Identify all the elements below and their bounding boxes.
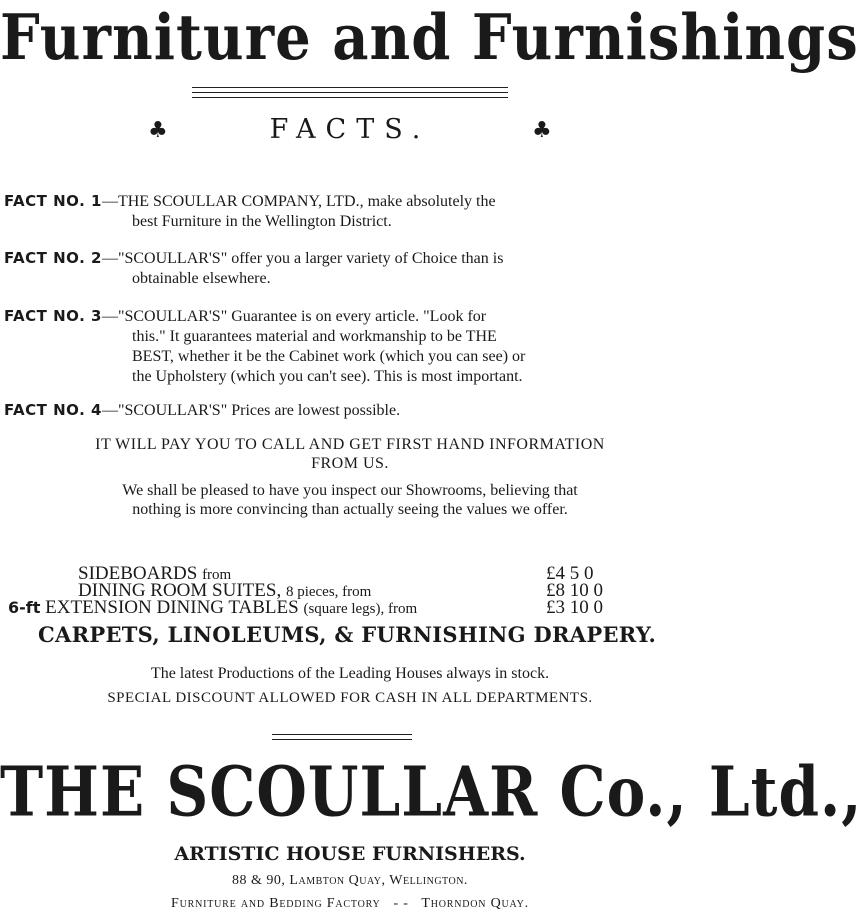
call-to-action-line: FROM US.	[311, 455, 389, 472]
fact-text: obtainable elsewhere.	[132, 270, 271, 287]
club-ornament-icon: ♣	[532, 118, 552, 143]
price-detail: 8 pieces, from	[285, 584, 372, 600]
headline-title: Furniture and Furnishings	[0, 0, 859, 75]
company-name: THE SCOULLAR Co., Ltd.,	[0, 752, 862, 833]
price-amount: £8 10 0	[546, 580, 603, 601]
fact-label: FACT NO. 4	[4, 401, 102, 419]
price-item: EXTENSION DINING TABLES	[45, 597, 299, 618]
factory-location: Thorndon Quay.	[421, 896, 529, 911]
price-detail: (square legs), from	[303, 601, 418, 617]
fact-text: —"SCOULLAR'S" Guarantee is on every article. "Look for	[101, 308, 487, 325]
fact-text: BEST, whether it be the Cabinet work (which you can see) or	[132, 348, 526, 365]
fact-1	[4, 191, 674, 232]
discount-line: SPECIAL DISCOUNT ALLOWED FOR CASH IN ALL DEPARTMENTS.	[107, 690, 593, 706]
showroom-line: We shall be pleased to have you inspect our Showrooms, believing that	[122, 482, 578, 499]
fact-text: best Furniture in the Wellington District.	[132, 213, 392, 230]
price-prefix: 6-ft	[8, 598, 41, 617]
fact-label: FACT NO. 3	[4, 307, 102, 325]
address: 88 & 90, Lambton Quay, Wellington.	[232, 873, 468, 888]
factory-separator: - -	[393, 896, 409, 911]
fact-text: this." It guarantees material and workmanship to be THE	[132, 328, 497, 345]
club-ornament-icon: ♣	[148, 118, 168, 143]
divider	[192, 92, 508, 93]
fact-text: —THE SCOULLAR COMPANY, LTD., make absolutely the	[101, 193, 496, 210]
facts-heading: FACTS.	[269, 114, 431, 145]
factory-line	[0, 896, 700, 912]
fact-text: the Upholstery (which you can't see). This is most important.	[132, 368, 523, 385]
price-item: SIDEBOARDS	[78, 563, 198, 584]
divider	[272, 739, 412, 740]
fact-label: FACT NO. 1	[4, 192, 102, 210]
fact-3	[4, 306, 674, 387]
fact-4	[4, 400, 674, 421]
fact-text: —"SCOULLAR'S" offer you a larger variety of Choice than is	[101, 250, 504, 267]
call-to-action-line: IT WILL PAY YOU TO CALL AND GET FIRST HAND INFORMATION	[95, 436, 605, 453]
price-amount: £4 5 0	[546, 563, 594, 584]
carpets-line: CARPETS, LINOLEUMS, & FURNISHING DRAPERY.	[38, 622, 657, 647]
fact-2	[4, 248, 674, 289]
price-amount: £3 10 0	[546, 597, 603, 618]
fact-label: FACT NO. 2	[4, 249, 102, 267]
showroom-line: nothing is more convincing than actually seeing the values we offer.	[132, 501, 568, 518]
divider	[272, 734, 412, 735]
tagline: ARTISTIC HOUSE FURNISHERS.	[174, 843, 526, 865]
divider	[192, 97, 508, 98]
stock-line: The latest Productions of the Leading Houses always in stock.	[150, 665, 550, 682]
price-item: DINING ROOM SUITES,	[78, 580, 282, 601]
price-detail: from	[202, 567, 232, 583]
divider	[192, 87, 508, 88]
factory-label: Furniture and Bedding Factory	[171, 896, 381, 911]
price-row	[8, 597, 417, 619]
fact-text: —"SCOULLAR'S" Prices are lowest possible.	[101, 402, 401, 419]
